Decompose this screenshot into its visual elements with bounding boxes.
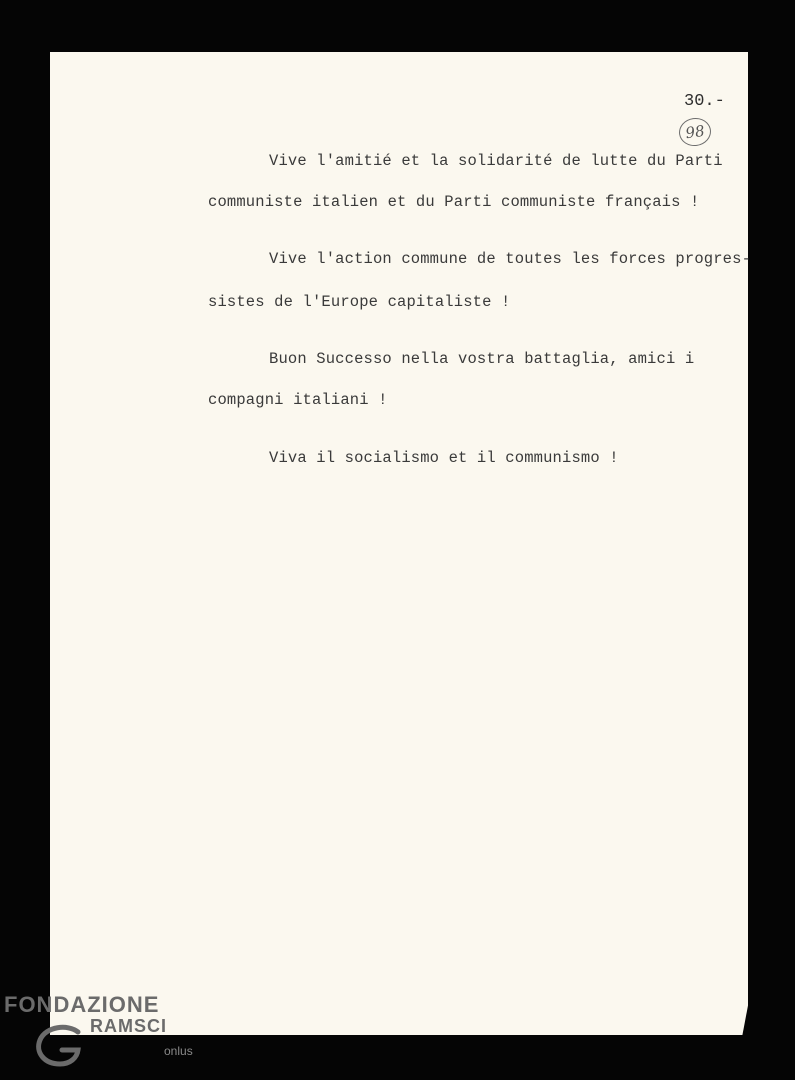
archive-number-stamp: 98 [677,116,713,148]
foundation-logo [4,992,204,1077]
text-line: Buon Successo nella vostra battaglia, amici i [269,350,695,368]
text-line: Vive l'action commune de toutes les forces progres- [269,250,752,268]
page-number: 30.- [684,92,725,111]
text-line: compagni italiani ! [208,391,388,409]
logo-g-icon [30,1022,90,1070]
logo-text-ramsci: RAMSCI [90,1016,167,1036]
text-line: Viva il socialismo et il communismo ! [269,449,619,467]
logo-text-onlus: onlus [164,1044,193,1058]
text-line: communiste italien et du Parti communiste français ! [208,193,700,211]
text-line: sistes de l'Europe capitaliste ! [208,293,511,311]
logo-text-fondazione: FONDAZIONE [4,992,160,1017]
text-line: Vive l'amitié et la solidarité de lutte du Parti [269,152,723,170]
